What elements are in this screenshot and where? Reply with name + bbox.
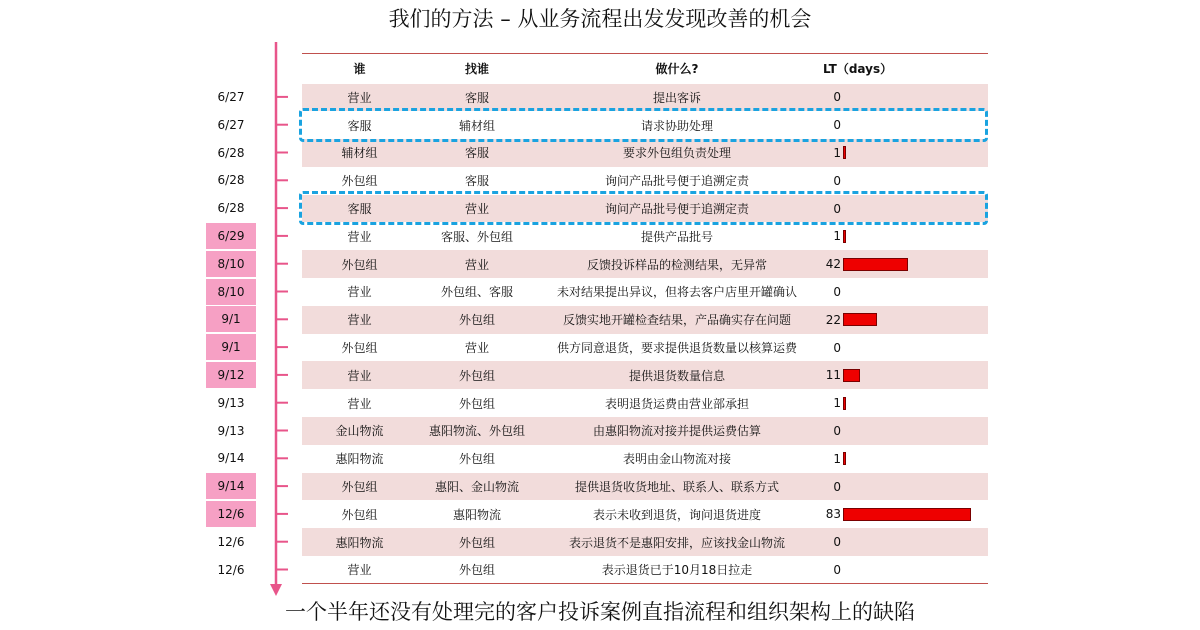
date-label: 9/13	[217, 423, 245, 438]
date-label: 6/28	[217, 173, 245, 188]
timeline-ticks	[276, 97, 288, 570]
lt-value: 0	[833, 284, 841, 299]
cell-whom: 外包组	[417, 445, 537, 473]
lt-value: 0	[833, 201, 841, 216]
cell-whom: 客服	[417, 167, 537, 195]
cell-who: 客服	[302, 111, 417, 139]
cell-who: 营业	[302, 278, 417, 306]
header-what: 做什么?	[537, 54, 817, 84]
cell-what: 供方同意退货，要求提供退货数量以核算运费	[537, 334, 817, 362]
cell-whom: 外包组	[417, 556, 537, 584]
cell-whom: 辅材组	[417, 111, 537, 139]
cell-whom: 外包组	[417, 389, 537, 417]
cell-lt	[817, 556, 988, 584]
cell-who: 外包组	[302, 473, 417, 501]
date-label: 6/27	[217, 117, 245, 132]
table-row	[302, 278, 988, 306]
lt-value: 0	[833, 479, 841, 494]
page-title: 我们的方法 – 从业务流程出发发现改善的机会	[388, 7, 812, 31]
cell-what: 提出客诉	[537, 84, 817, 112]
date-label: 12/6	[206, 501, 256, 527]
date-label: 9/14	[217, 451, 245, 466]
header-lt: LT（days）	[817, 54, 988, 84]
cell-whom: 惠阳物流、外包组	[417, 417, 537, 445]
lt-value: 42	[825, 257, 841, 272]
lt-bar	[843, 313, 877, 326]
highlight-box	[299, 191, 988, 225]
cell-who: 营业	[302, 222, 417, 250]
cell-lt	[817, 222, 988, 250]
cell-who: 惠阳物流	[302, 528, 417, 556]
date-label: 9/12	[206, 362, 256, 388]
cell-whom: 外包组	[417, 361, 537, 389]
cell-what: 询问产品批号便于追溯定责	[537, 167, 817, 195]
cell-what: 询问产品批号便于追溯定责	[537, 195, 817, 223]
cell-who: 营业	[302, 556, 417, 584]
cell-lt	[817, 250, 988, 278]
cell-who: 外包组	[302, 334, 417, 362]
table-row	[302, 361, 988, 389]
lt-value: 1	[833, 229, 841, 244]
table-row	[302, 139, 988, 167]
cell-whom: 客服、外包组	[417, 222, 537, 250]
table-row	[302, 528, 988, 556]
date-label: 12/6	[217, 534, 245, 549]
date-label: 6/27	[217, 89, 245, 104]
cell-whom: 营业	[417, 195, 537, 223]
lt-value: 0	[833, 423, 841, 438]
cell-who: 营业	[302, 361, 417, 389]
table-row	[302, 250, 988, 278]
cell-what: 请求协助处理	[537, 111, 817, 139]
cell-what: 未对结果提出异议，但将去客户店里开罐确认	[537, 278, 817, 306]
footer-caption: 一个半年还没有处理完的客户投诉案例直指流程和组织架构上的缺陷	[285, 600, 915, 624]
cell-what: 提供产品批号	[537, 222, 817, 250]
lt-bar	[843, 369, 860, 382]
date-label: 9/13	[217, 395, 245, 410]
table-row	[302, 473, 988, 501]
table-row	[302, 417, 988, 445]
date-label: 9/14	[206, 473, 256, 499]
cell-what: 提供退货数量信息	[537, 361, 817, 389]
cell-whom: 营业	[417, 250, 537, 278]
header-whom: 找谁	[417, 54, 537, 84]
lt-value: 83	[825, 507, 841, 522]
cell-what: 反馈实地开罐检查结果，产品确实存在问题	[537, 306, 817, 334]
cell-what: 反馈投诉样品的检测结果，无异常	[537, 250, 817, 278]
date-label: 8/10	[206, 251, 256, 277]
cell-whom: 客服	[417, 84, 537, 112]
cell-lt	[817, 306, 988, 334]
cell-whom: 客服	[417, 139, 537, 167]
date-label: 12/6	[217, 562, 245, 577]
cell-who: 外包组	[302, 167, 417, 195]
header-who: 谁	[302, 54, 417, 84]
cell-who: 营业	[302, 389, 417, 417]
cell-who: 营业	[302, 84, 417, 112]
table-body	[302, 84, 988, 584]
date-label: 6/29	[206, 223, 256, 249]
date-label: 9/1	[206, 334, 256, 360]
table-row	[302, 500, 988, 528]
cell-whom: 外包组、客服	[417, 278, 537, 306]
cell-lt	[817, 334, 988, 362]
cell-lt	[817, 417, 988, 445]
cell-lt	[817, 500, 988, 528]
table-row	[302, 222, 988, 250]
table-row	[302, 334, 988, 362]
lt-bar	[843, 508, 971, 521]
lt-value: 0	[833, 118, 841, 133]
cell-whom: 惠阳物流	[417, 500, 537, 528]
cell-what: 要求外包组负责处理	[537, 139, 817, 167]
lt-value: 1	[833, 451, 841, 466]
cell-who: 客服	[302, 195, 417, 223]
highlight-box	[299, 108, 988, 142]
cell-what: 表示未收到退货，询问退货进度	[537, 500, 817, 528]
cell-who: 金山物流	[302, 417, 417, 445]
cell-whom: 外包组	[417, 528, 537, 556]
lt-bar	[843, 146, 846, 159]
cell-lt	[817, 139, 988, 167]
table-row	[302, 556, 988, 584]
lt-bar	[843, 230, 846, 243]
cell-whom: 外包组	[417, 306, 537, 334]
lt-value: 0	[833, 535, 841, 550]
table-row	[302, 389, 988, 417]
lt-value: 0	[833, 173, 841, 188]
lt-value: 22	[825, 312, 841, 327]
table-header-row	[302, 54, 988, 84]
cell-who: 外包组	[302, 500, 417, 528]
cell-lt	[817, 473, 988, 501]
lt-value: 1	[833, 145, 841, 160]
cell-what: 提供退货收货地址、联系人、联系方式	[537, 473, 817, 501]
cell-who: 辅材组	[302, 139, 417, 167]
lt-value: 0	[833, 90, 841, 105]
cell-who: 营业	[302, 306, 417, 334]
cell-what: 表示退货不是惠阳安排，应该找金山物流	[537, 528, 817, 556]
cell-whom: 营业	[417, 334, 537, 362]
cell-lt	[817, 528, 988, 556]
date-label: 9/1	[206, 306, 256, 332]
cell-lt	[817, 445, 988, 473]
lt-bar	[843, 258, 908, 271]
table-row	[302, 306, 988, 334]
cell-what: 表示退货已于10月18日拉走	[537, 556, 817, 584]
cell-what: 表明由金山物流对接	[537, 445, 817, 473]
cell-lt	[817, 361, 988, 389]
lt-value: 11	[825, 368, 841, 383]
lt-value: 0	[833, 340, 841, 355]
lt-value: 1	[833, 396, 841, 411]
lt-bar	[843, 397, 846, 410]
table-row	[302, 445, 988, 473]
cell-lt	[817, 278, 988, 306]
cell-who: 外包组	[302, 250, 417, 278]
cell-what: 表明退货运费由营业部承担	[537, 389, 817, 417]
cell-whom: 惠阳、金山物流	[417, 473, 537, 501]
date-label: 6/28	[217, 201, 245, 216]
date-label: 8/10	[206, 279, 256, 305]
lt-bar	[843, 452, 846, 465]
lt-value: 0	[833, 562, 841, 577]
cell-who: 惠阳物流	[302, 445, 417, 473]
arrow-down-icon	[270, 584, 282, 596]
cell-lt	[817, 389, 988, 417]
cell-what: 由惠阳物流对接并提供运费估算	[537, 417, 817, 445]
date-label: 6/28	[217, 145, 245, 160]
